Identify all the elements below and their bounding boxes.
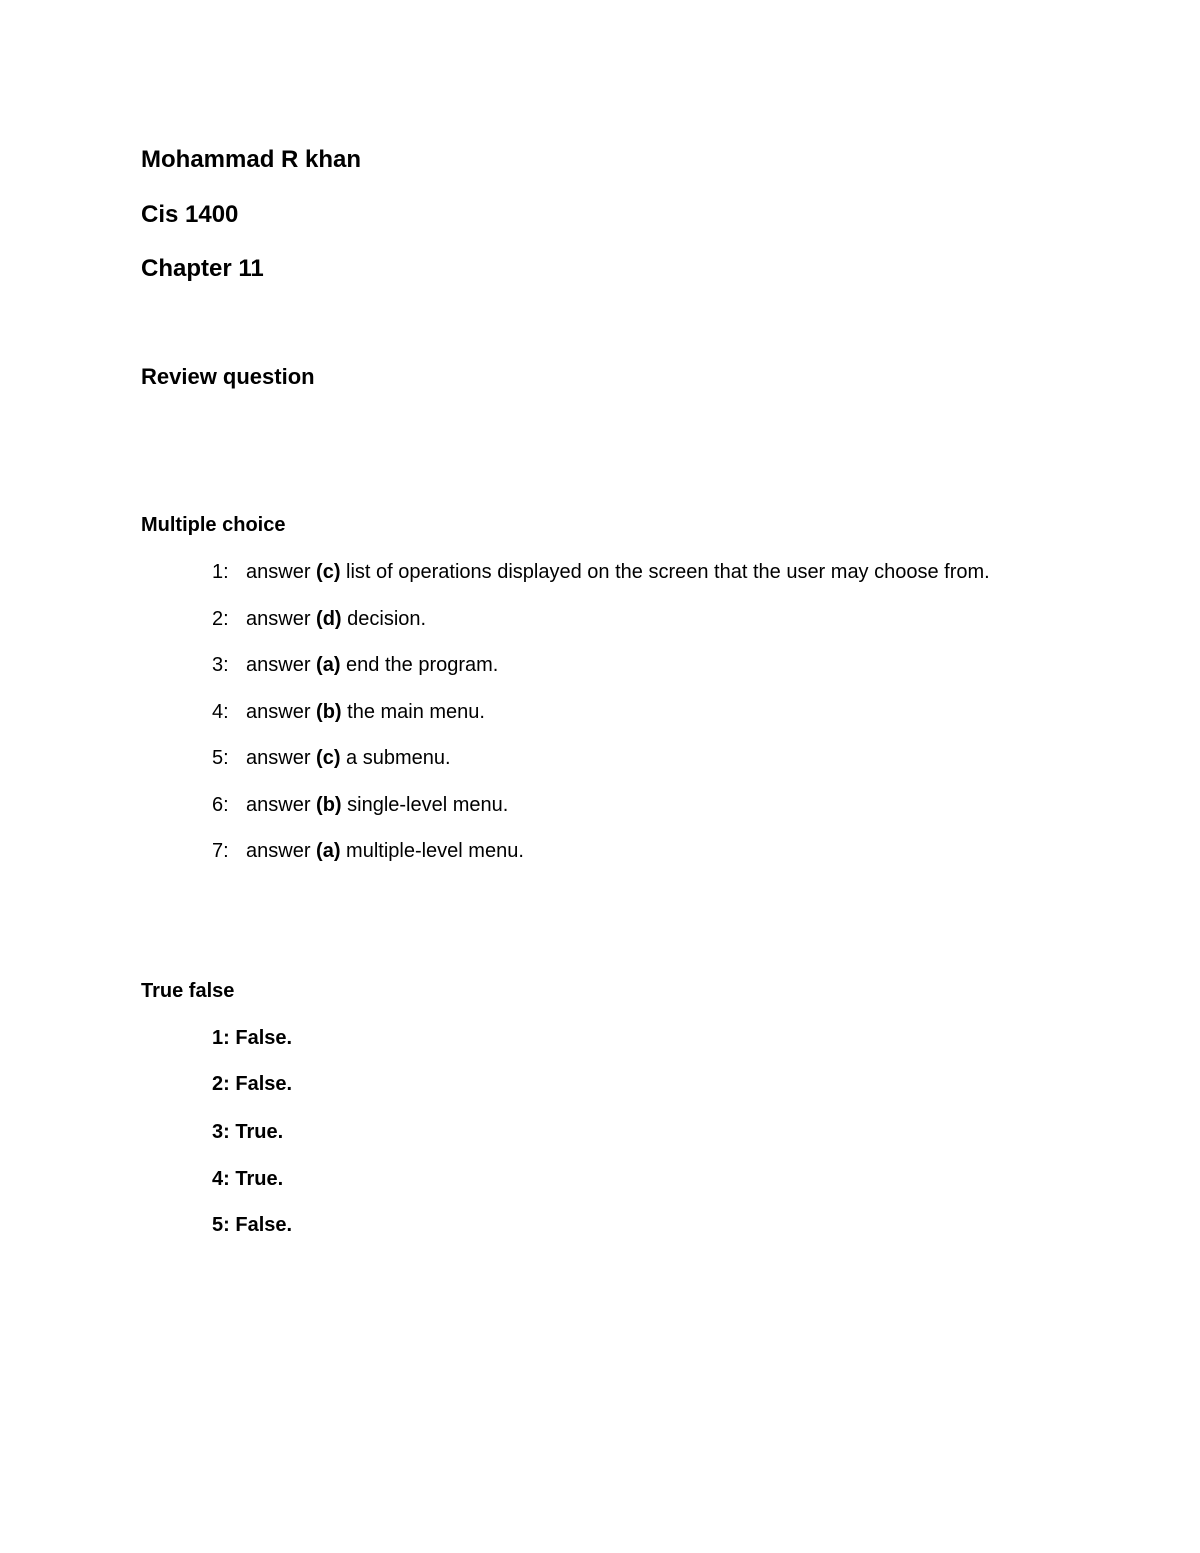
- section-title: Review question: [141, 364, 315, 389]
- mc-answer-5: [212, 748, 451, 768]
- tf-answer-1: [212, 1028, 292, 1048]
- mc-answer-2: [212, 609, 426, 629]
- mc-answer-text: decision.: [341, 608, 427, 630]
- true-false-heading: True false: [141, 980, 235, 1002]
- mc-answer-number: 6:: [212, 794, 229, 816]
- mc-answer-number: 5:: [212, 747, 229, 769]
- mc-answer-number: 1:: [212, 561, 229, 583]
- mc-answer-1: [212, 562, 990, 582]
- mc-answer-text: the main menu.: [341, 701, 485, 723]
- mc-answer-letter: (b): [316, 794, 342, 816]
- mc-answer-letter: (d): [316, 608, 342, 630]
- mc-answer-number: 7:: [212, 840, 229, 862]
- mc-answer-letter: (a): [316, 654, 341, 676]
- tf-answer-number: 1:: [212, 1027, 230, 1049]
- mc-answer-prefix: answer: [246, 654, 317, 676]
- tf-answer-value: True.: [235, 1168, 284, 1190]
- mc-answer-prefix: answer: [246, 840, 317, 862]
- mc-answer-number: 3:: [212, 654, 229, 676]
- tf-answer-number: 4:: [212, 1168, 230, 1190]
- mc-answer-prefix: answer: [246, 701, 317, 723]
- tf-answer-value: False.: [235, 1073, 293, 1095]
- tf-answer-value: False.: [235, 1214, 293, 1236]
- tf-answer-number: 5:: [212, 1214, 230, 1236]
- mc-answer-text: end the program.: [340, 654, 499, 676]
- mc-answer-prefix: answer: [246, 747, 317, 769]
- tf-answer-4: [212, 1169, 283, 1189]
- mc-answer-3: [212, 655, 498, 675]
- mc-answer-text: a submenu.: [340, 747, 451, 769]
- tf-answer-value: True.: [235, 1121, 284, 1143]
- mc-answer-text: multiple-level menu.: [340, 840, 524, 862]
- mc-answer-letter: (b): [316, 701, 342, 723]
- chapter-title: Chapter 11: [141, 255, 264, 282]
- tf-answer-number: 2:: [212, 1073, 230, 1095]
- mc-answer-letter: (a): [316, 840, 341, 862]
- course-code: Cis 1400: [141, 201, 239, 228]
- tf-answer-number: 3:: [212, 1121, 230, 1143]
- mc-answer-4: [212, 702, 485, 722]
- mc-answer-letter: (c): [316, 747, 341, 769]
- author-name: Mohammad R khan: [141, 146, 362, 173]
- multiple-choice-heading: Multiple choice: [141, 514, 286, 536]
- tf-answer-3: [212, 1122, 283, 1142]
- tf-answer-5: [212, 1215, 292, 1235]
- mc-answer-prefix: answer: [246, 561, 317, 583]
- mc-answer-letter: (c): [316, 561, 341, 583]
- tf-answer-2: [212, 1074, 292, 1094]
- mc-answer-text: list of operations displayed on the screen that the user may choose from.: [340, 561, 990, 583]
- mc-answer-7: [212, 841, 524, 861]
- mc-answer-prefix: answer: [246, 794, 317, 816]
- mc-answer-prefix: answer: [246, 608, 317, 630]
- mc-answer-text: single-level menu.: [341, 794, 509, 816]
- mc-answer-number: 2:: [212, 608, 229, 630]
- tf-answer-value: False.: [235, 1027, 293, 1049]
- mc-answer-6: [212, 795, 508, 815]
- mc-answer-number: 4:: [212, 701, 229, 723]
